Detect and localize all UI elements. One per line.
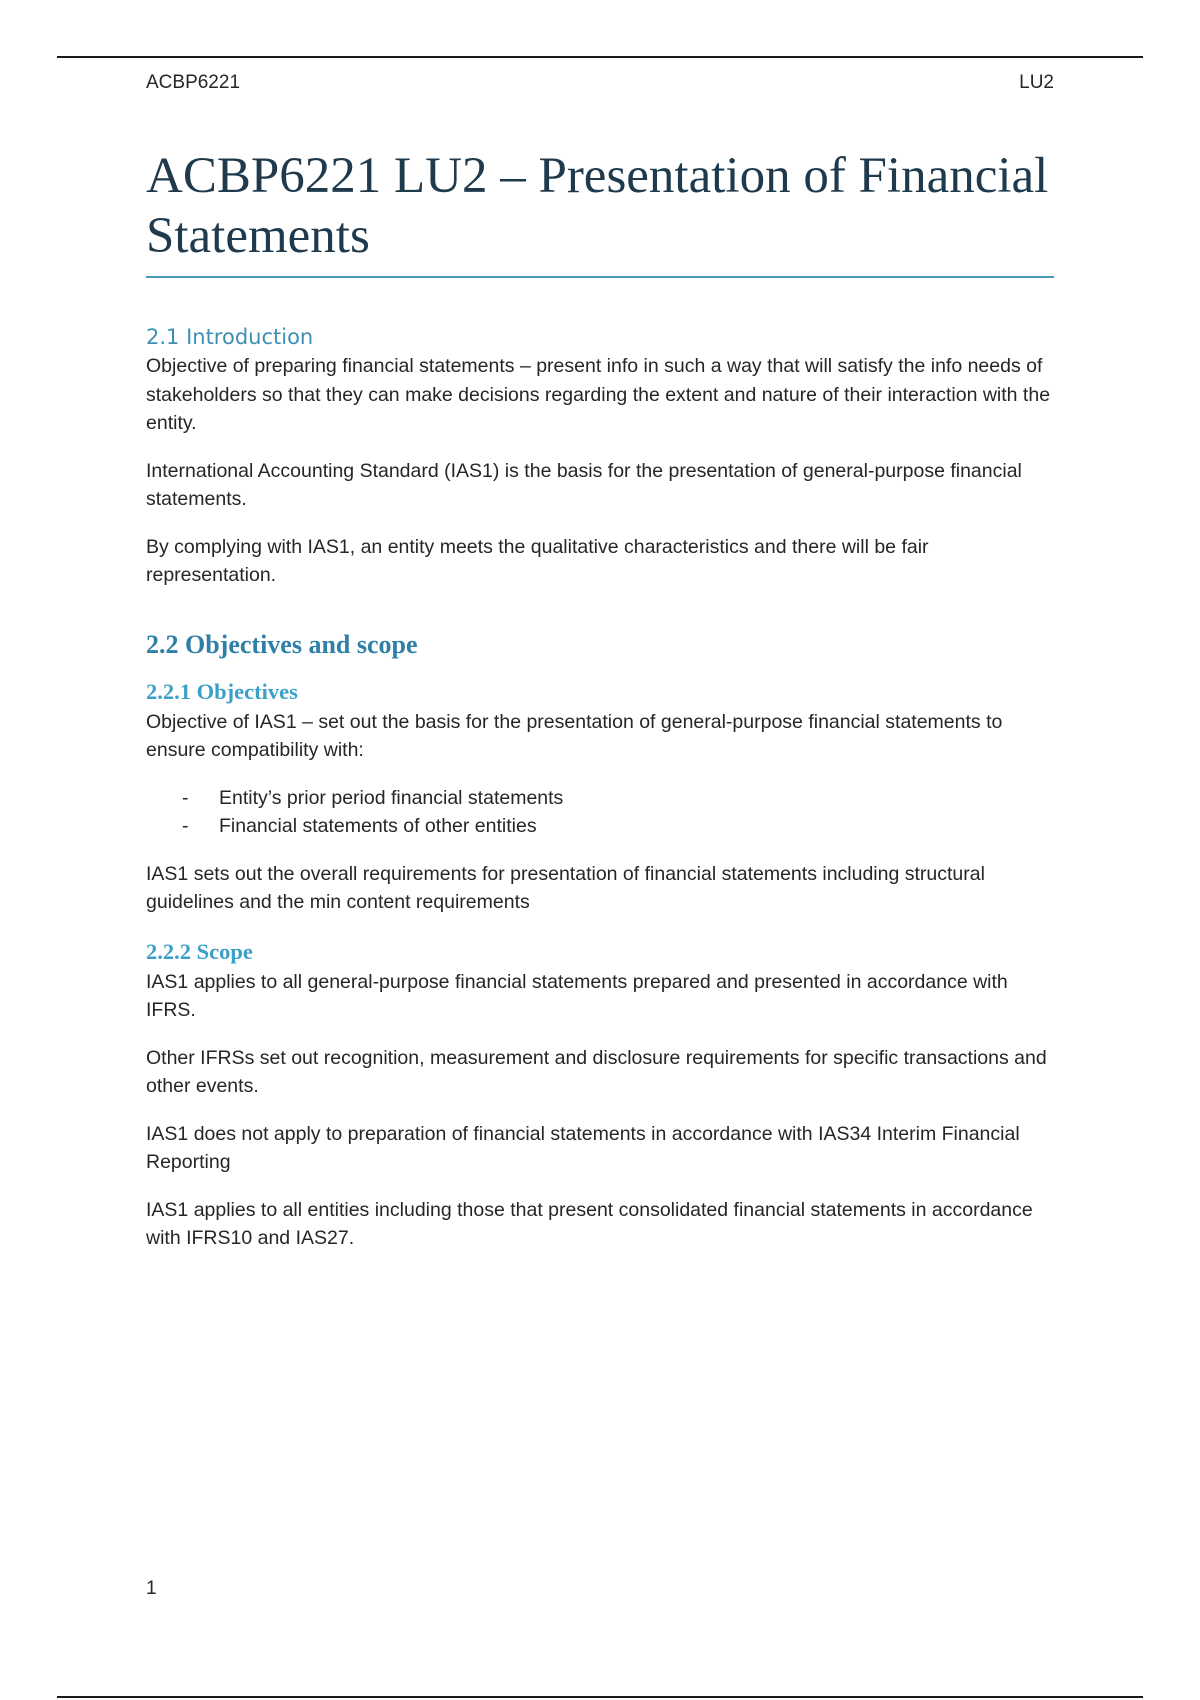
page-top-rule	[57, 56, 1143, 58]
paragraph: Other IFRSs set out recognition, measurement and disclosure requirements for specific transactions and other events.	[146, 1046, 1047, 1097]
list-item: - Financial statements of other entities	[182, 812, 1054, 841]
header-course-code: ACBP6221	[146, 72, 241, 93]
page-bottom-rule	[57, 1696, 1143, 1698]
list-item: - Entity’s prior period financial statements	[182, 784, 1054, 813]
subsection-heading-objectives: 2.2.1 Objectives	[146, 678, 298, 704]
subsection-heading-scope: 2.2.2 Scope	[146, 938, 253, 964]
compatibility-list	[146, 784, 1054, 841]
paragraph: IAS1 applies to all entities including those that present consolidated financial statements in accordance with IFRS10 and IAS27.	[146, 1198, 1033, 1249]
paragraph: IAS1 does not apply to preparation of financial statements in accordance with IAS34 Interim Financial Reporting	[146, 1122, 1020, 1173]
paragraph: IAS1 applies to all general-purpose financial statements prepared and presented in accordance with IFRS.	[146, 970, 1008, 1021]
paragraph: IAS1 sets out the overall requirements for presentation of financial statements including structural guidelines and the min content requirements	[146, 862, 985, 913]
section-heading-introduction: 2.1 Introduction	[146, 325, 314, 349]
document-title: ACBP6221 LU2 – Presentation of Financial Statements	[146, 146, 1054, 278]
document-body	[146, 322, 1054, 1272]
paragraph: Objective of IAS1 – set out the basis for the presentation of general-purpose financial statements to ensure compatibility with:	[146, 710, 1003, 761]
paragraph: By complying with IAS1, an entity meets the qualitative characteristics and there will be fair representation.	[146, 535, 929, 586]
page-number: 1	[146, 1578, 157, 1599]
section-heading-objectives-and-scope: 2.2 Objectives and scope	[146, 629, 418, 659]
paragraph: International Accounting Standard (IAS1) is the basis for the presentation of general-purpose financial statements.	[146, 459, 1022, 510]
header-unit-code: LU2	[1019, 72, 1054, 93]
paragraph: Objective of preparing financial statements – present info in such a way that will satisfy the info needs of stakeholders so that they can make decisions regarding the extent and nature of their interaction with the entity.	[146, 355, 1051, 434]
